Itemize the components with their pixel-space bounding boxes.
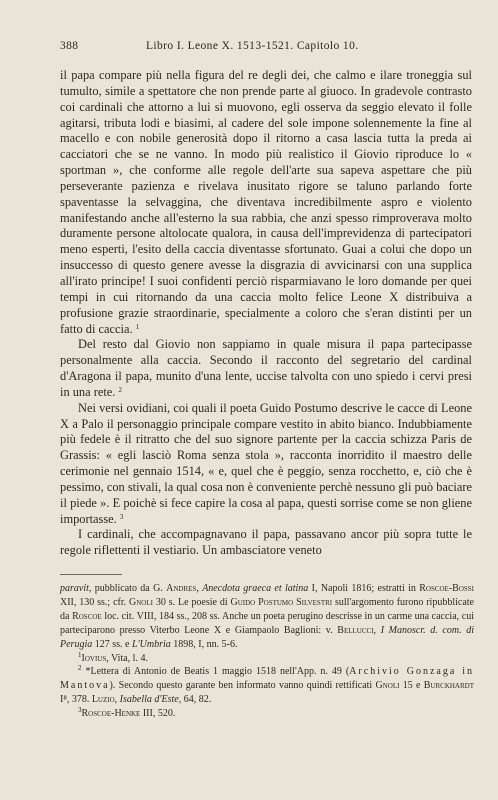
author-name: Andres: [166, 583, 197, 594]
paragraph-2-text: Del resto dal Giovio non sappiamo in quale misura il papa partecipasse personalmente alla caccia. Secondo il racconto del segretario del cardinal d'Aragona il papa, munito d'una lente, uccise talvolta con uno spiedo i cervi presi in una rete.: [60, 337, 472, 399]
footnote-text: 127 ss. e: [92, 638, 132, 650]
work-title: Isabella d'Este: [119, 694, 179, 706]
footnote-text: III, 520.: [140, 708, 176, 720]
author-name: Guido Postumo Silvestri: [230, 596, 333, 608]
footnote-text: ,: [114, 694, 120, 706]
footnote-text: *Lettera di Antonio de Beatis 1 maggio 1518 nell'App. n. 49 (: [81, 666, 350, 678]
footnote-1: [60, 652, 474, 666]
footnote-divider: [60, 574, 122, 575]
footnote-2: [60, 665, 474, 707]
paragraph-4-text: I cardinali, che accompagnavano il papa, passavano ancor più sopra tutte le regole riflettenti il vestiario. Un ambasciatore veneto: [60, 527, 472, 558]
paragraph-1-text: il papa compare più nella figura del re degli dei, che calmo e ilare troneggia sul tumulto, simile a spettatore che non prende parte al giuoco. In gradevole contrasto coi cardinali che attorno a lui si muovono, egli osserva da seggio elevato il folle agitarsi, tributa lodi e biasimi, al cadere del sole impone solennemente la fine al macello e con nobile generosità dopo il ritorno a casa lascia tutta la preda ai cacciatori che se ne vanno. In modo più realistico il Giovio riproduce lo « sportman », che conforme alle regole dell'arte sua sapeva aspettare che più perseverante pazienza e rivelava inusitato rigore se taluno parlando forte spaventasse la selvaggina, che diventava incredibilmente aspro e violento manifestando anche all'esterno la sua rabbia, che anzi spesso rimproverava molto duramente persone altolocate qualora, in causa dell'imprevidenza di partecipatori meno esperti, l'esito della caccia diventasse sfortunato. Guai a colui che dopo un insuccesso di questo genere avesse la disgrazia di avvicinarsi con una supplica all'irato principe! I suoi confidenti perciò risparmiavano le loro domande per quei tempi in cui ritornando da una caccia molto felice Leone X distribuiva a profusione grazie straordinarie, specialmente a coloro che s'eran distinti per un fatto di caccia.: [60, 68, 472, 336]
footnote-text: I, Napoli 1816; estratti in: [308, 583, 420, 594]
footnote-3: [60, 707, 474, 721]
archive-name: Archivio Gonzaga in Mantova: [60, 666, 474, 692]
paragraph-1: [60, 68, 472, 337]
author-name: Bellucci: [337, 624, 374, 636]
footnote-text: , 64, 82.: [178, 694, 212, 706]
work-title: I Manoscr. d. com. di Perugia: [60, 624, 474, 650]
footnote-text: , pubblicato da G.: [88, 583, 167, 594]
footnote-text: sull'argomento furono ripubblicate da: [60, 596, 474, 622]
author-name: Burckhardt: [423, 680, 474, 692]
author-name: Roscoe-Bossi: [419, 583, 475, 594]
footnote-mark: 2: [78, 664, 82, 673]
footnote-italic: paravit: [60, 583, 89, 594]
page-number: 388: [60, 40, 79, 52]
footnote-ref-2: 2: [118, 385, 122, 394]
work-title: Anecdota graeca et latina: [202, 583, 309, 594]
footnote-continued: [60, 582, 474, 652]
footnote-text: , Vita, l. 4.: [106, 652, 148, 664]
main-text: [60, 68, 472, 559]
author-name: Roscoe: [72, 610, 102, 622]
footnote-text: ,: [373, 624, 381, 636]
footnote-mark: 1: [78, 650, 82, 659]
author-name: Iovius: [81, 652, 107, 664]
footnote-text: I⁸, 378.: [60, 694, 92, 706]
author-name: Gnoli: [375, 680, 400, 692]
paragraph-2: [60, 337, 472, 400]
footnote-mark: 3: [78, 706, 82, 715]
footnote-text: ,: [196, 583, 203, 594]
footnote-text: 15 e: [399, 680, 424, 692]
work-title: L'Umbria: [131, 638, 171, 650]
paragraph-3-text: Nei versi ovidiani, coi quali il poeta Guido Postumo descrive le cacce di Leone X a Palo il personaggio principale compare vestito in abito bianco. Indubbiamente più fedele è il ritratto che del suo signore partente per la caccia schizza Paris de Grassis: « egli lasciò Roma senza stola », racconta inorridito il maestro delle cerimonie nel gennaio 1514, « e, quel che è peggio, senza rocchetto, e, ciò che è pessimo, con stivali, la qual cosa non è conveniente perchè nessuno gli può baciare il piede ». E poichè si fece capire la cosa al papa, questi sorrise come se non gliene importasse.: [60, 400, 472, 526]
footnote-text: XII, 130 ss.; cfr.: [60, 596, 129, 608]
author-name: Gnoli: [129, 596, 153, 608]
footnote-ref-3: 3: [119, 512, 124, 521]
footnotes: [60, 582, 474, 721]
footnote-text: loc. cit. VIII, 184 ss., 208 ss. Anche un poeta perugino descrisse in un carme una caccia, cui parteciparono presso Viterbo Leone X e Giampaolo Baglioni: v.: [60, 610, 474, 636]
running-title: Libro I. Leone X. 1513-1521. Capitolo 10.: [146, 40, 359, 52]
footnote-text: 1898, I, nn. 5-6.: [170, 638, 238, 650]
paragraph-3: [60, 401, 472, 528]
paragraph-4: [60, 527, 472, 559]
author-name: Luzio: [91, 694, 115, 706]
footnote-text: ). Secondo questo garante ben informato vanno quindi rettificati: [109, 680, 376, 692]
footnote-ref-1: 1: [135, 322, 140, 331]
footnote-text: 30 s. Le poesie di: [152, 596, 231, 608]
author-name: Roscoe-Henke: [81, 708, 141, 720]
